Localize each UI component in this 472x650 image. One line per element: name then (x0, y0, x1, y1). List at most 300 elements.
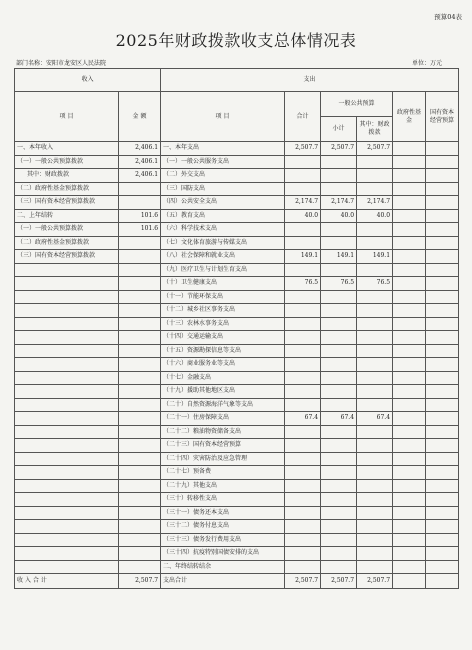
state-capital-cell (426, 344, 459, 358)
table-row (15, 425, 459, 439)
income-item-cell (15, 520, 119, 534)
table-row (15, 223, 459, 237)
income-total-label: 收 入 合 计 (15, 574, 119, 589)
total-cell (285, 479, 321, 493)
state-capital-cell (426, 533, 459, 547)
state-capital-cell (426, 358, 459, 372)
expense-item-cell: （六）科学技术支出 (161, 223, 285, 237)
expense-item-header: 项 目 (161, 92, 285, 142)
subtotal-cell: 67.4 (321, 412, 357, 426)
subtotal-cell (321, 182, 357, 196)
subtotal-header: 小计 (321, 117, 357, 142)
fiscal-cell: 40.0 (357, 209, 393, 223)
fiscal-cell (357, 506, 393, 520)
subtotal-cell (321, 560, 357, 574)
income-amount-cell (119, 493, 161, 507)
table-row (15, 412, 459, 426)
income-item-cell: 二、上年结转 (15, 209, 119, 223)
table-row (15, 277, 459, 291)
subtotal-cell (321, 371, 357, 385)
income-item-cell: （一）一般公共预算拨款 (15, 223, 119, 237)
fiscal-cell (357, 223, 393, 237)
fiscal-cell (357, 344, 393, 358)
income-amount-cell: 101.6 (119, 209, 161, 223)
gov-fund-cell (393, 250, 426, 264)
income-amount-cell (119, 533, 161, 547)
gov-fund-cell (393, 290, 426, 304)
fiscal-cell (357, 331, 393, 345)
gov-fund-cell (393, 277, 426, 291)
state-capital-cell (426, 520, 459, 534)
gov-fund-cell (393, 385, 426, 399)
subtotal-cell (321, 547, 357, 561)
income-item-cell: （一）一般公共预算拨款 (15, 155, 119, 169)
income-header: 收入 (15, 69, 161, 92)
total-cell (285, 290, 321, 304)
expense-item-cell: （二）外交支出 (161, 169, 285, 183)
income-amount-cell (119, 196, 161, 210)
income-item-cell (15, 385, 119, 399)
subtotal-sum: 2,507.7 (321, 574, 357, 589)
table-row (15, 317, 459, 331)
fiscal-cell: 76.5 (357, 277, 393, 291)
income-amount-cell (119, 263, 161, 277)
fiscal-cell (357, 533, 393, 547)
income-amount-cell (119, 236, 161, 250)
expense-item-cell: （十六）商业服务业等支出 (161, 358, 285, 372)
expense-total-label: 支出合计 (161, 574, 285, 589)
income-item-cell (15, 533, 119, 547)
gov-fund-cell (393, 236, 426, 250)
fiscal-cell: 149.1 (357, 250, 393, 264)
income-amount-cell (119, 412, 161, 426)
table-row (15, 493, 459, 507)
table-code: 预算04表 (434, 13, 462, 21)
table-row (15, 142, 459, 156)
subtotal-cell: 40.0 (321, 209, 357, 223)
expense-item-cell: （十三）农林水事务支出 (161, 317, 285, 331)
table-row (15, 452, 459, 466)
income-item-cell (15, 425, 119, 439)
gov-fund-cell (393, 466, 426, 480)
gov-fund-cell (393, 425, 426, 439)
total-cell (285, 371, 321, 385)
table-row (15, 344, 459, 358)
state-capital-cell (426, 466, 459, 480)
income-item-cell (15, 358, 119, 372)
income-item-cell (15, 466, 119, 480)
subtotal-cell (321, 506, 357, 520)
total-cell (285, 493, 321, 507)
subtotal-cell (321, 425, 357, 439)
income-item-cell (15, 452, 119, 466)
income-amount-cell (119, 466, 161, 480)
total-cell (285, 236, 321, 250)
subtotal-cell: 2,174.7 (321, 196, 357, 210)
state-capital-cell (426, 155, 459, 169)
fiscal-cell (357, 398, 393, 412)
state-capital-cell (426, 263, 459, 277)
fiscal-cell (357, 466, 393, 480)
page-title: 2025年财政拨款收支总体情况表 (115, 31, 357, 50)
income-item-cell: （二）政府性基金预算拨款 (15, 182, 119, 196)
state-capital-cell (426, 385, 459, 399)
table-row (15, 263, 459, 277)
income-amount-cell (119, 560, 161, 574)
unit-label: 单位：万元 (411, 60, 442, 67)
fiscal-cell (357, 169, 393, 183)
subtotal-cell (321, 520, 357, 534)
gov-fund-cell (393, 263, 426, 277)
fiscal-cell (357, 155, 393, 169)
subtotal-cell: 149.1 (321, 250, 357, 264)
gov-fund-cell (393, 196, 426, 210)
expense-item-cell: （八）社会保障和就业支出 (161, 250, 285, 264)
fiscal-cell (357, 182, 393, 196)
table-body (15, 69, 459, 589)
income-amount-cell (119, 547, 161, 561)
gov-fund-cell (393, 358, 426, 372)
general-budget-header: 一般公共预算 (321, 92, 393, 117)
subtotal-cell (321, 533, 357, 547)
state-capital-cell (426, 209, 459, 223)
total-cell: 40.0 (285, 209, 321, 223)
income-amount-cell (119, 277, 161, 291)
subtotal-cell (321, 290, 357, 304)
state-capital-cell (426, 439, 459, 453)
expense-item-cell: （二十七）预备费 (161, 466, 285, 480)
state-capital-cell (426, 236, 459, 250)
income-item-cell: 一、本年收入 (15, 142, 119, 156)
income-amount-cell (119, 452, 161, 466)
gov-fund-cell (393, 412, 426, 426)
totals-row (15, 574, 459, 589)
gov-fund-cell (393, 304, 426, 318)
expense-item-cell: （三）国防支出 (161, 182, 285, 196)
total-cell (285, 182, 321, 196)
income-item-cell: （三）国有资本经营预算拨款 (15, 250, 119, 264)
fiscal-cell (357, 547, 393, 561)
income-item-cell (15, 506, 119, 520)
income-item-cell (15, 479, 119, 493)
subtotal-cell: 76.5 (321, 277, 357, 291)
gov-fund-cell (393, 452, 426, 466)
fiscal-sum: 2,507.7 (357, 574, 393, 589)
state-capital-cell (426, 331, 459, 345)
table-row (15, 196, 459, 210)
fiscal-cell (357, 439, 393, 453)
total-cell: 2,174.7 (285, 196, 321, 210)
expense-item-cell: （十七）金融支出 (161, 371, 285, 385)
table-row (15, 479, 459, 493)
total-cell: 149.1 (285, 250, 321, 264)
table-row (15, 250, 459, 264)
income-item-cell: （二）政府性基金预算拨款 (15, 236, 119, 250)
fiscal-cell (357, 290, 393, 304)
total-cell (285, 560, 321, 574)
state-capital-cell (426, 547, 459, 561)
gov-fund-sum (393, 574, 426, 589)
amount-header: 金 额 (119, 92, 161, 142)
expense-item-cell: （十）卫生健康支出 (161, 277, 285, 291)
gov-fund-cell (393, 439, 426, 453)
table-row (15, 439, 459, 453)
income-amount-cell: 2,406.1 (119, 155, 161, 169)
total-cell (285, 520, 321, 534)
income-amount-cell (119, 479, 161, 493)
gov-fund-cell (393, 533, 426, 547)
total-cell (285, 506, 321, 520)
subtotal-cell (321, 331, 357, 345)
state-capital-cell (426, 304, 459, 318)
total-cell (285, 466, 321, 480)
total-cell (285, 223, 321, 237)
fiscal-cell (357, 479, 393, 493)
income-amount-cell (119, 398, 161, 412)
fiscal-cell (357, 560, 393, 574)
income-amount-cell (119, 520, 161, 534)
total-sum: 2,507.7 (285, 574, 321, 589)
income-total-amount: 2,507.7 (119, 574, 161, 589)
fiscal-cell (357, 371, 393, 385)
gov-fund-cell (393, 398, 426, 412)
total-cell (285, 547, 321, 561)
income-amount-cell (119, 439, 161, 453)
total-cell: 2,507.7 (285, 142, 321, 156)
income-item-cell (15, 439, 119, 453)
table-row (15, 304, 459, 318)
subtotal-cell (321, 493, 357, 507)
table-row (15, 209, 459, 223)
state-capital-cell (426, 479, 459, 493)
subtotal-cell (321, 344, 357, 358)
gov-fund-cell (393, 331, 426, 345)
table-row (15, 520, 459, 534)
subtotal-cell (321, 155, 357, 169)
fiscal-cell (357, 385, 393, 399)
table-row (15, 547, 459, 561)
expense-item-cell: （三十）转移性支出 (161, 493, 285, 507)
total-cell (285, 155, 321, 169)
expense-item-cell: （四）公共安全支出 (161, 196, 285, 210)
fiscal-cell (357, 358, 393, 372)
gov-fund-cell (393, 344, 426, 358)
fiscal-cell (357, 236, 393, 250)
expense-item-cell: （三十三）债务发行费用支出 (161, 533, 285, 547)
table-row (15, 398, 459, 412)
total-cell: 67.4 (285, 412, 321, 426)
gov-fund-cell (393, 155, 426, 169)
total-cell (285, 425, 321, 439)
gov-fund-cell (393, 169, 426, 183)
expense-item-cell: （五）教育支出 (161, 209, 285, 223)
income-amount-cell (119, 385, 161, 399)
gov-fund-cell (393, 371, 426, 385)
gov-fund-cell (393, 560, 426, 574)
subtotal-cell (321, 385, 357, 399)
expense-item-cell: （二十四）灾害防治及应急管理 (161, 452, 285, 466)
income-amount-cell (119, 425, 161, 439)
expense-item-cell: 一、本年支出 (161, 142, 285, 156)
subtotal-cell (321, 236, 357, 250)
total-cell (285, 263, 321, 277)
fiscal-cell: 67.4 (357, 412, 393, 426)
income-item-cell (15, 371, 119, 385)
total-cell: 76.5 (285, 277, 321, 291)
gov-fund-header: 政府性基金 (393, 92, 426, 142)
income-amount-cell (119, 331, 161, 345)
state-capital-cell (426, 371, 459, 385)
department-label: 部门名称：安阳市龙安区人民法院 (16, 60, 107, 67)
expense-header: 支出 (161, 69, 459, 92)
subtotal-cell (321, 358, 357, 372)
table-row (15, 236, 459, 250)
table-row (15, 331, 459, 345)
expense-item-cell: （二十）自然资源海洋气象等支出 (161, 398, 285, 412)
gov-fund-cell (393, 317, 426, 331)
income-amount-cell (119, 358, 161, 372)
gov-fund-cell (393, 520, 426, 534)
gov-fund-cell (393, 223, 426, 237)
income-item-cell (15, 560, 119, 574)
income-item-cell: 其中：财政拨款 (15, 169, 119, 183)
gov-fund-cell (393, 506, 426, 520)
table-row (15, 560, 459, 574)
subtotal-cell (321, 398, 357, 412)
gov-fund-cell (393, 493, 426, 507)
subtotal-cell (321, 304, 357, 318)
table-row (15, 290, 459, 304)
income-amount-cell (119, 317, 161, 331)
expense-item-cell: （九）医疗卫生与计划生育支出 (161, 263, 285, 277)
fiscal-cell (357, 452, 393, 466)
expense-item-cell: （十九）援助其他地区支出 (161, 385, 285, 399)
expense-item-cell: （一）一般公共服务支出 (161, 155, 285, 169)
total-cell (285, 533, 321, 547)
income-amount-cell (119, 304, 161, 318)
state-capital-cell (426, 398, 459, 412)
expense-item-cell: （三十四）抗疫特别国债安排的支出 (161, 547, 285, 561)
income-amount-cell (119, 506, 161, 520)
fiscal-header: 其中：财政拨款 (357, 117, 393, 142)
total-cell (285, 385, 321, 399)
expense-item-cell: （十五）资源勘探信息等支出 (161, 344, 285, 358)
income-item-cell (15, 304, 119, 318)
expense-item-cell: 二、年终结转结余 (161, 560, 285, 574)
fiscal-cell: 2,174.7 (357, 196, 393, 210)
table-row (15, 371, 459, 385)
expense-item-cell: （二十一）住房保障支出 (161, 412, 285, 426)
state-capital-cell (426, 493, 459, 507)
income-item-cell: （三）国有资本经营预算拨款 (15, 196, 119, 210)
total-cell (285, 304, 321, 318)
total-cell (285, 331, 321, 345)
total-cell (285, 344, 321, 358)
expense-item-cell: （二十九）其他支出 (161, 479, 285, 493)
income-item-cell (15, 331, 119, 345)
income-amount-cell: 101.6 (119, 223, 161, 237)
income-item-cell (15, 263, 119, 277)
state-capital-sum (426, 574, 459, 589)
gov-fund-cell (393, 182, 426, 196)
expense-item-cell: （三十二）债务付息支出 (161, 520, 285, 534)
table-row (15, 385, 459, 399)
state-capital-cell (426, 142, 459, 156)
table-row (15, 466, 459, 480)
state-capital-cell (426, 277, 459, 291)
total-cell (285, 358, 321, 372)
gov-fund-cell (393, 547, 426, 561)
state-capital-cell (426, 182, 459, 196)
fiscal-cell (357, 520, 393, 534)
income-amount-cell (119, 344, 161, 358)
subtotal-cell: 2,507.7 (321, 142, 357, 156)
state-capital-cell (426, 452, 459, 466)
subtotal-cell (321, 223, 357, 237)
fiscal-cell: 2,507.7 (357, 142, 393, 156)
state-capital-cell (426, 223, 459, 237)
state-capital-cell (426, 560, 459, 574)
state-capital-cell (426, 169, 459, 183)
fiscal-cell (357, 304, 393, 318)
total-cell (285, 317, 321, 331)
header-row-2 (15, 92, 459, 117)
table-row (15, 155, 459, 169)
income-amount-cell (119, 290, 161, 304)
income-amount-cell (119, 250, 161, 264)
income-amount-cell: 2,406.1 (119, 142, 161, 156)
table-row (15, 182, 459, 196)
subtotal-cell (321, 466, 357, 480)
total-cell (285, 452, 321, 466)
fiscal-cell (357, 317, 393, 331)
gov-fund-cell (393, 479, 426, 493)
header-row-1 (15, 69, 459, 92)
total-header: 合计 (285, 92, 321, 142)
total-cell (285, 439, 321, 453)
income-item-cell (15, 547, 119, 561)
expense-item-cell: （二十二）粮油物资储备支出 (161, 425, 285, 439)
budget-table (14, 68, 459, 589)
state-capital-header: 国有资本经营预算 (426, 92, 459, 142)
total-cell (285, 398, 321, 412)
table-row (15, 358, 459, 372)
income-item-cell (15, 290, 119, 304)
expense-item-cell: （三十一）债务还本支出 (161, 506, 285, 520)
gov-fund-cell (393, 142, 426, 156)
state-capital-cell (426, 506, 459, 520)
state-capital-cell (426, 250, 459, 264)
expense-item-cell: （十四）交通运输支出 (161, 331, 285, 345)
table-row (15, 533, 459, 547)
expense-item-cell: （十二）城乡社区事务支出 (161, 304, 285, 318)
income-item-cell (15, 317, 119, 331)
income-item-cell (15, 344, 119, 358)
income-item-cell (15, 412, 119, 426)
state-capital-cell (426, 425, 459, 439)
expense-item-cell: （十一）节能环保支出 (161, 290, 285, 304)
income-item-header: 项 目 (15, 92, 119, 142)
subtotal-cell (321, 479, 357, 493)
expense-item-cell: （二十三）国有资本经营预算 (161, 439, 285, 453)
subtotal-cell (321, 439, 357, 453)
state-capital-cell (426, 290, 459, 304)
income-amount-cell (119, 371, 161, 385)
subtotal-cell (321, 263, 357, 277)
gov-fund-cell (393, 209, 426, 223)
total-cell (285, 169, 321, 183)
subtotal-cell (321, 169, 357, 183)
